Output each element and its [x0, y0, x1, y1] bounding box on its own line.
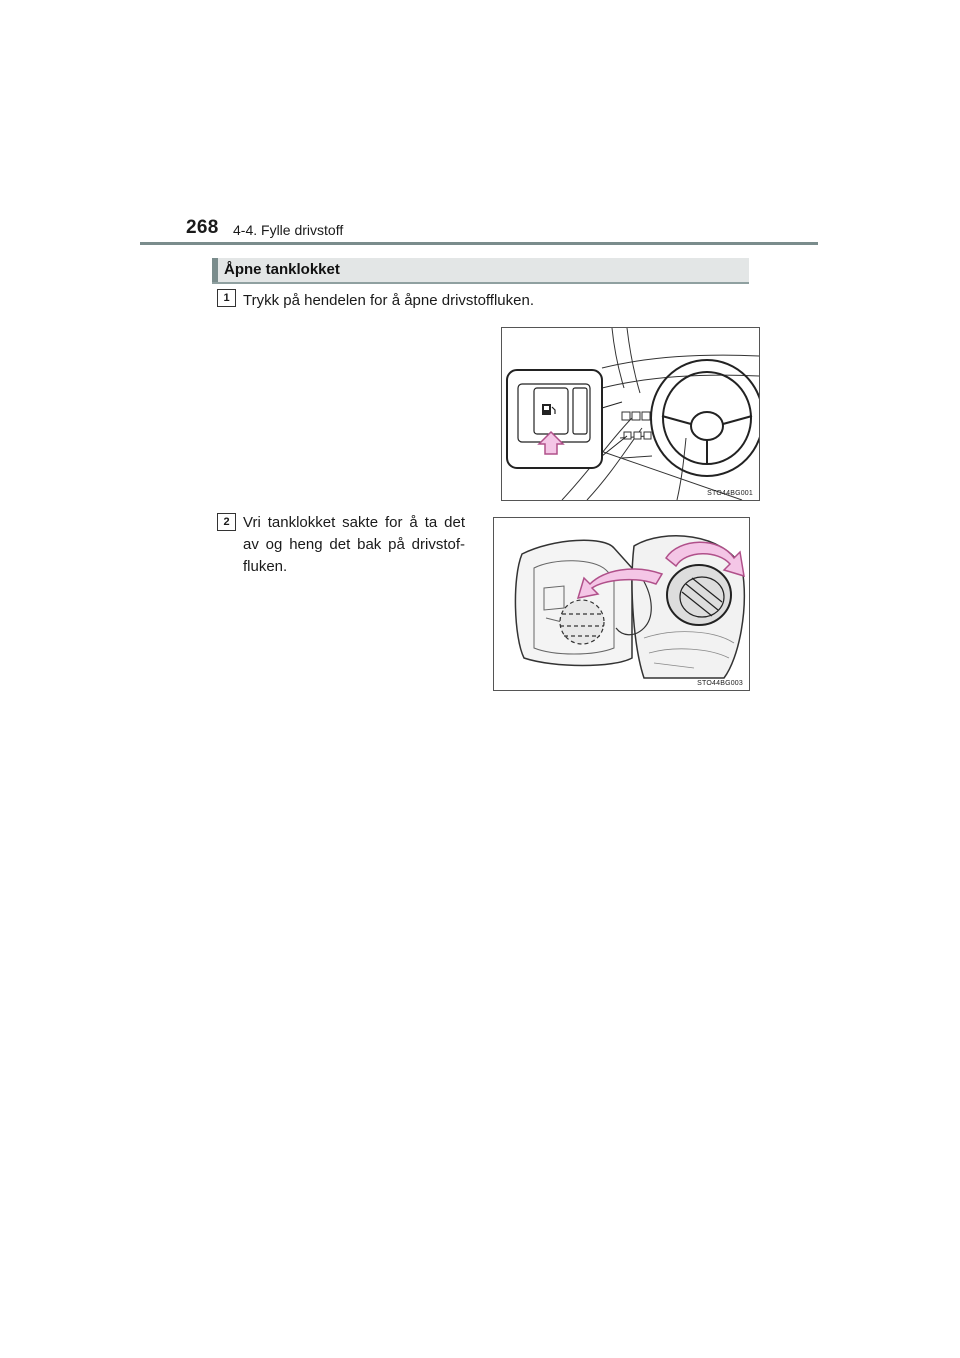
figure-fuel-door-lever	[501, 327, 760, 501]
hanging-cap-outline	[560, 600, 604, 644]
step-1-text: Trykk på hendelen for å åpne drivstoffluken.	[243, 292, 535, 309]
dashboard-illustration	[502, 328, 760, 501]
figure-fuel-cap-removal	[493, 517, 750, 691]
section-heading: Åpne tanklokket	[224, 261, 340, 278]
steering-wheel-icon	[651, 360, 760, 476]
step-number-2: 2	[217, 513, 236, 531]
section-heading-bar	[212, 258, 749, 284]
fuel-cap-illustration	[494, 518, 750, 691]
heading-accent	[212, 258, 218, 282]
section-reference: 4-4. Fylle drivstoff	[233, 222, 344, 238]
page-number: 268	[186, 217, 219, 238]
step-number-1: 1	[217, 289, 236, 307]
figure-code-2: STO44BG003	[697, 680, 743, 687]
header-divider	[140, 242, 818, 245]
figure-code-1: STO44BG001	[707, 490, 753, 497]
step-2-text: Vri tanklokket sakte for å ta det av og heng det bak på drivstof-fluken.	[243, 514, 465, 575]
